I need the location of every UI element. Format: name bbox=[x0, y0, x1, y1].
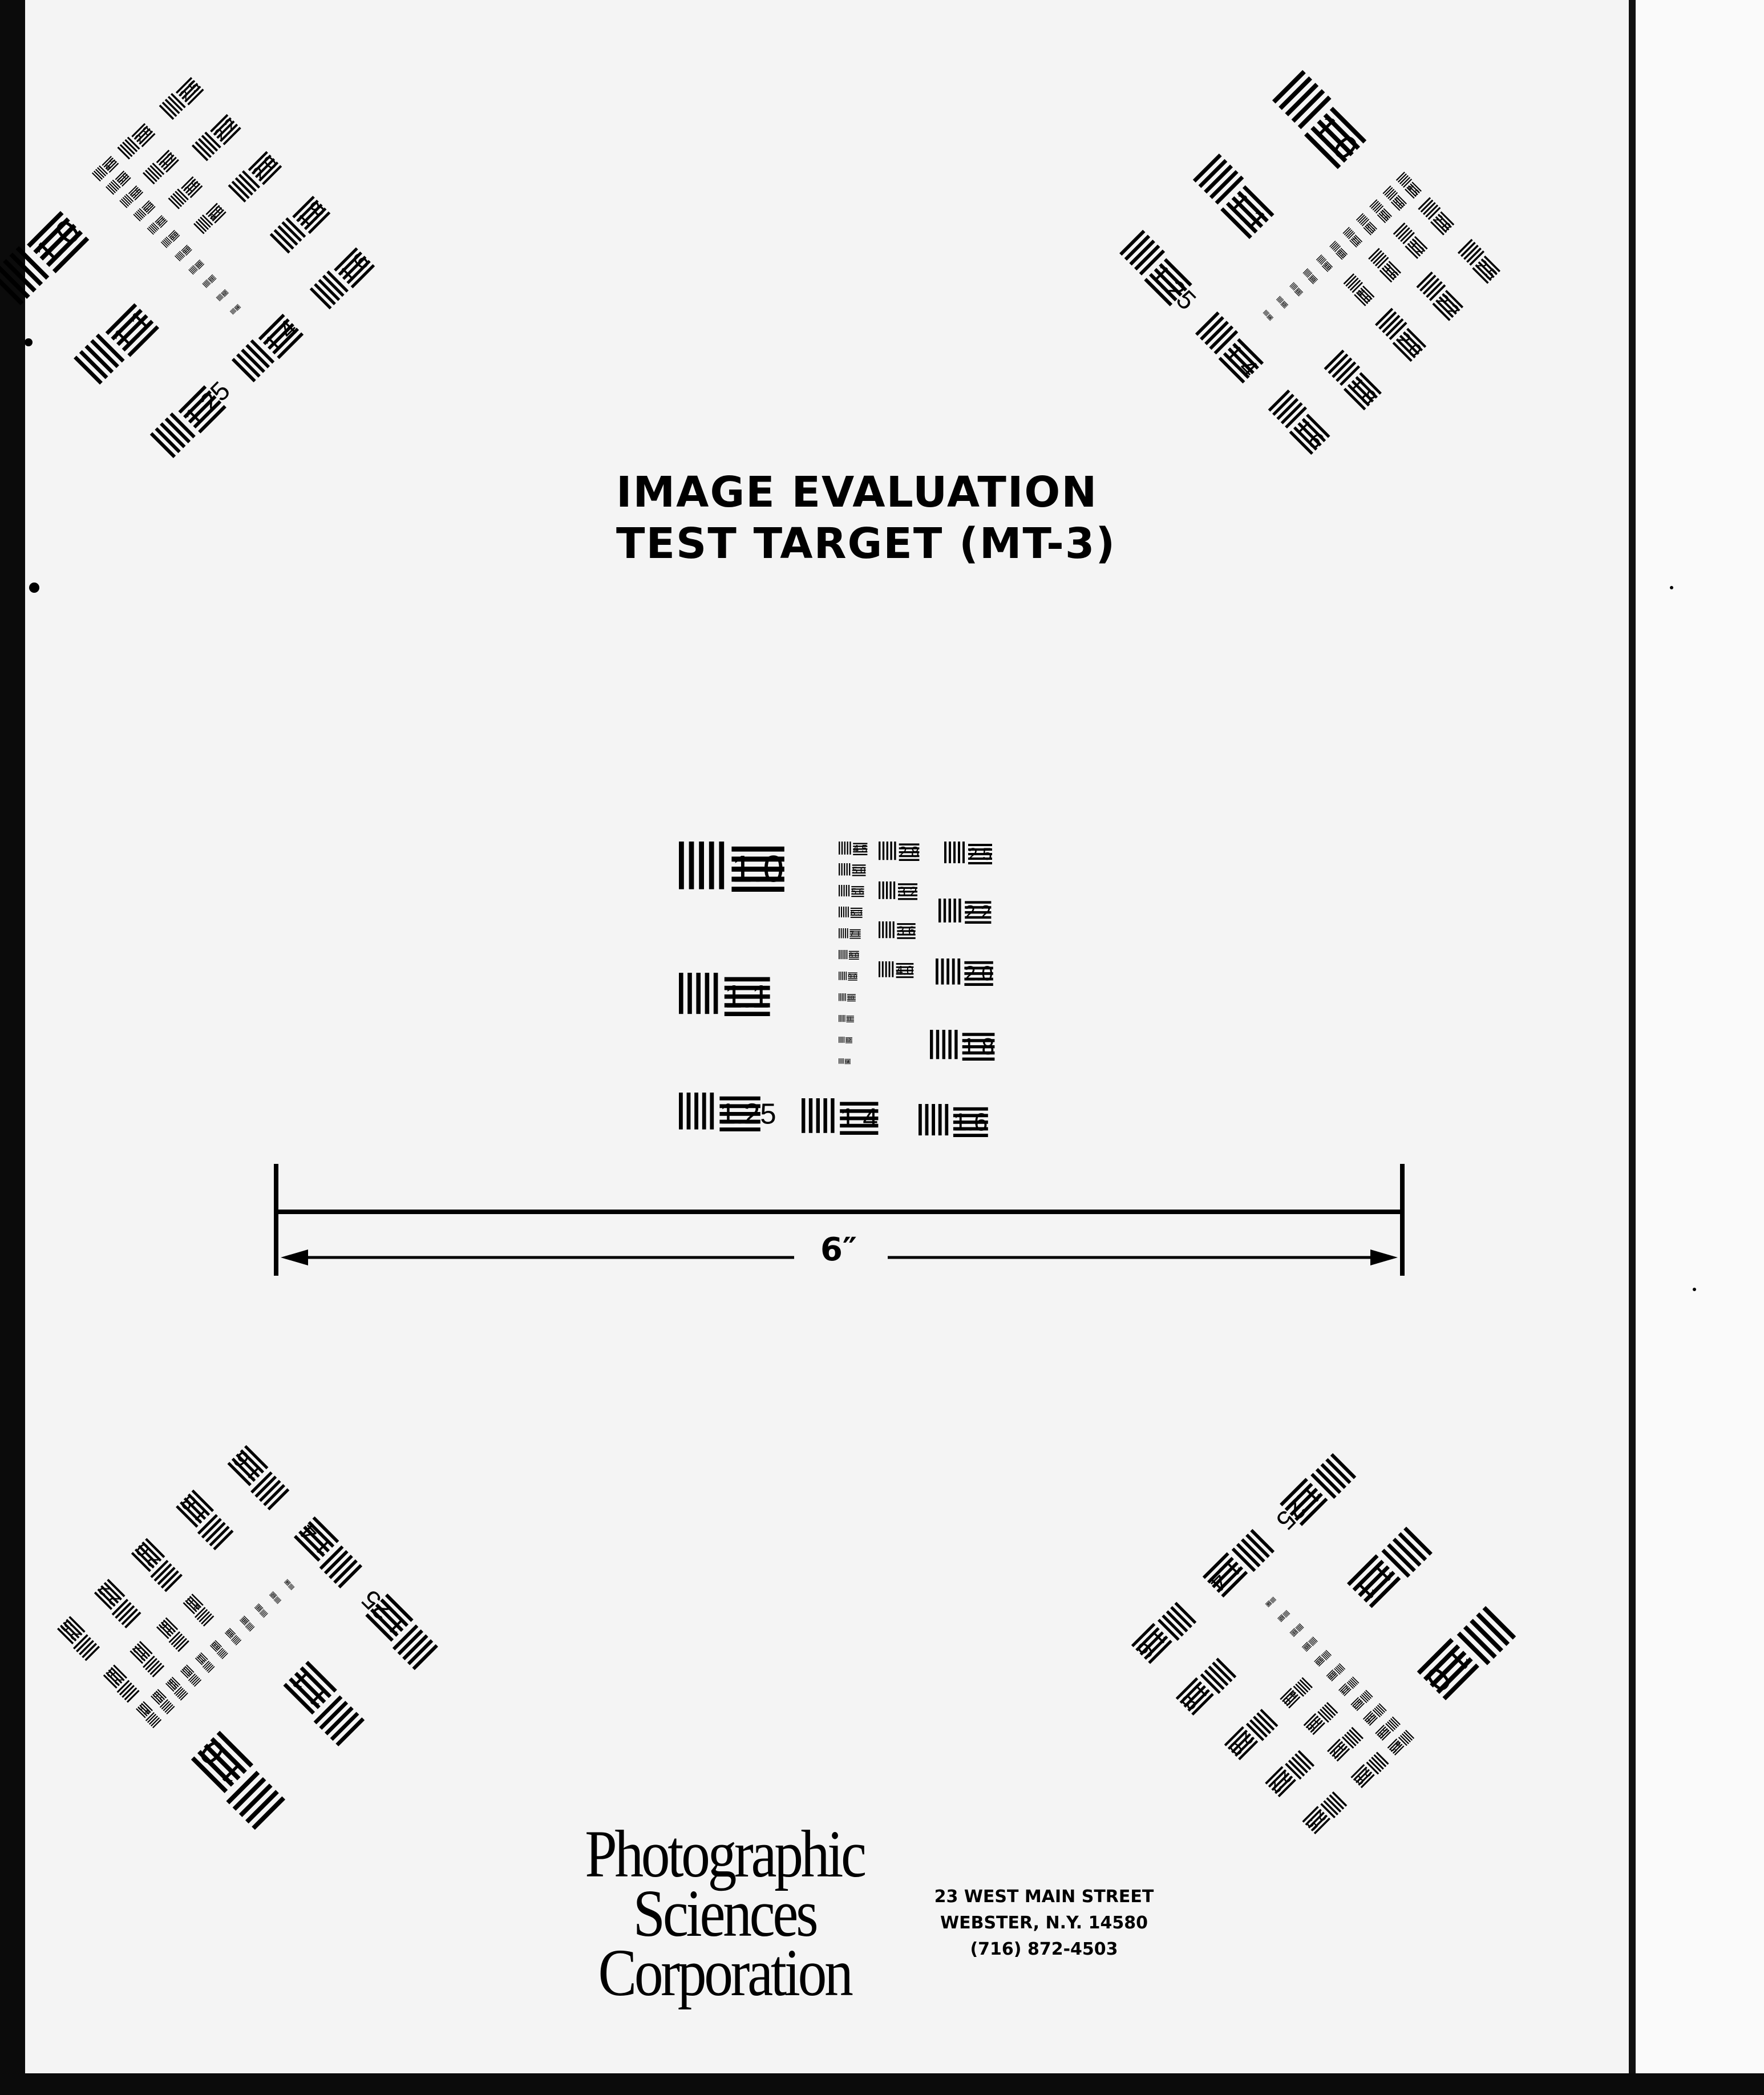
group-11-label: 11 bbox=[846, 1016, 852, 1023]
right-strip bbox=[1636, 0, 1764, 2073]
resolution-target-bottom-right bbox=[1127, 1449, 1516, 1838]
group-4-5 bbox=[839, 842, 867, 855]
group-1-4-label: 1.4 bbox=[840, 1103, 878, 1134]
group-5-0 bbox=[839, 863, 865, 876]
group-1-8-label: 1.8 bbox=[962, 1033, 995, 1060]
group-3-2-label: 3.2 bbox=[898, 884, 917, 900]
group-1-4 bbox=[802, 1098, 878, 1135]
scale-arrow-left bbox=[281, 1249, 308, 1265]
group-10-label: 10 bbox=[847, 994, 854, 1002]
group-14 bbox=[839, 1058, 851, 1064]
group-9-0 bbox=[839, 972, 857, 981]
group-1-1-label: 1.1 bbox=[724, 978, 770, 1015]
group-5-6 bbox=[839, 885, 864, 897]
company-line-2: Sciences bbox=[633, 1876, 816, 1951]
group-10 bbox=[839, 993, 856, 1001]
group-8-0 bbox=[839, 950, 859, 960]
scale-arrow-right bbox=[1370, 1249, 1398, 1265]
group-11 bbox=[839, 1015, 854, 1022]
six-inch-label: 6″ bbox=[820, 1231, 857, 1268]
group-12 bbox=[839, 1037, 852, 1043]
group-2-2-label: 2.2 bbox=[965, 901, 992, 923]
resolution-target-top-left bbox=[0, 74, 379, 463]
group-14-label: 14 bbox=[844, 1059, 849, 1064]
address-line-1: 23 WEST MAIN STREET bbox=[934, 1887, 1154, 1907]
group-6-3-label: 6.3 bbox=[850, 908, 863, 918]
group-2-5 bbox=[944, 842, 992, 864]
group-9-0-label: 9.0 bbox=[848, 973, 857, 981]
resolution-target-top-right bbox=[1115, 70, 1504, 459]
group-3-2 bbox=[879, 881, 917, 900]
group-1-8 bbox=[930, 1030, 994, 1061]
group-6-3 bbox=[839, 907, 863, 918]
left-scan-border bbox=[0, 0, 25, 2095]
group-1-0-label: 1.0 bbox=[731, 847, 784, 890]
group-2-0-label: 2.0 bbox=[964, 961, 993, 985]
group-2-0 bbox=[936, 958, 993, 986]
address-line-3: (716) 872-4503 bbox=[970, 1939, 1118, 1959]
group-1-25 bbox=[679, 1093, 776, 1131]
group-3-6-label: 3.6 bbox=[897, 923, 916, 939]
bottom-scan-border bbox=[0, 2073, 1764, 2095]
address-line-2: WEBSTER, N.Y. 14580 bbox=[940, 1913, 1148, 1933]
group-5-0-label: 5.0 bbox=[852, 865, 866, 876]
target-title bbox=[616, 467, 1116, 569]
group-1-6 bbox=[919, 1104, 988, 1137]
company-logo-text bbox=[572, 1817, 876, 2010]
title-line-1: IMAGE EVALUATION bbox=[616, 468, 1098, 517]
group-4-0 bbox=[879, 961, 913, 978]
group-2-8 bbox=[879, 842, 919, 861]
group-2-2 bbox=[938, 899, 991, 924]
group-1-25-label: 1.25 bbox=[719, 1097, 776, 1130]
group-1-0 bbox=[679, 842, 784, 892]
title-line-2: TEST TARGET (MT-3) bbox=[616, 519, 1116, 568]
group-1-1 bbox=[679, 973, 770, 1016]
company-address bbox=[930, 1884, 1158, 1963]
group-3-6 bbox=[879, 921, 916, 939]
company-line-1: Photographic bbox=[585, 1817, 864, 1891]
group-7-1 bbox=[839, 928, 861, 939]
center-resolution-target bbox=[679, 842, 994, 1137]
group-2-8-label: 2.8 bbox=[899, 844, 920, 861]
group-12-label: 12 bbox=[845, 1037, 851, 1044]
group-4-5-label: 4.5 bbox=[853, 843, 868, 855]
group-8-0-label: 8.0 bbox=[848, 951, 859, 960]
group-5-6-label: 5.6 bbox=[851, 887, 864, 897]
group-2-5-label: 2.5 bbox=[968, 845, 992, 864]
group-7-1-label: 7.1 bbox=[849, 929, 861, 939]
company-line-3: Corporation bbox=[598, 1935, 851, 2010]
resolution-target-bottom-left bbox=[54, 1441, 443, 1830]
group-1-6-label: 1.6 bbox=[953, 1109, 988, 1137]
group-4-0-label: 4.0 bbox=[896, 963, 914, 978]
right-page-edge bbox=[1629, 0, 1636, 2073]
